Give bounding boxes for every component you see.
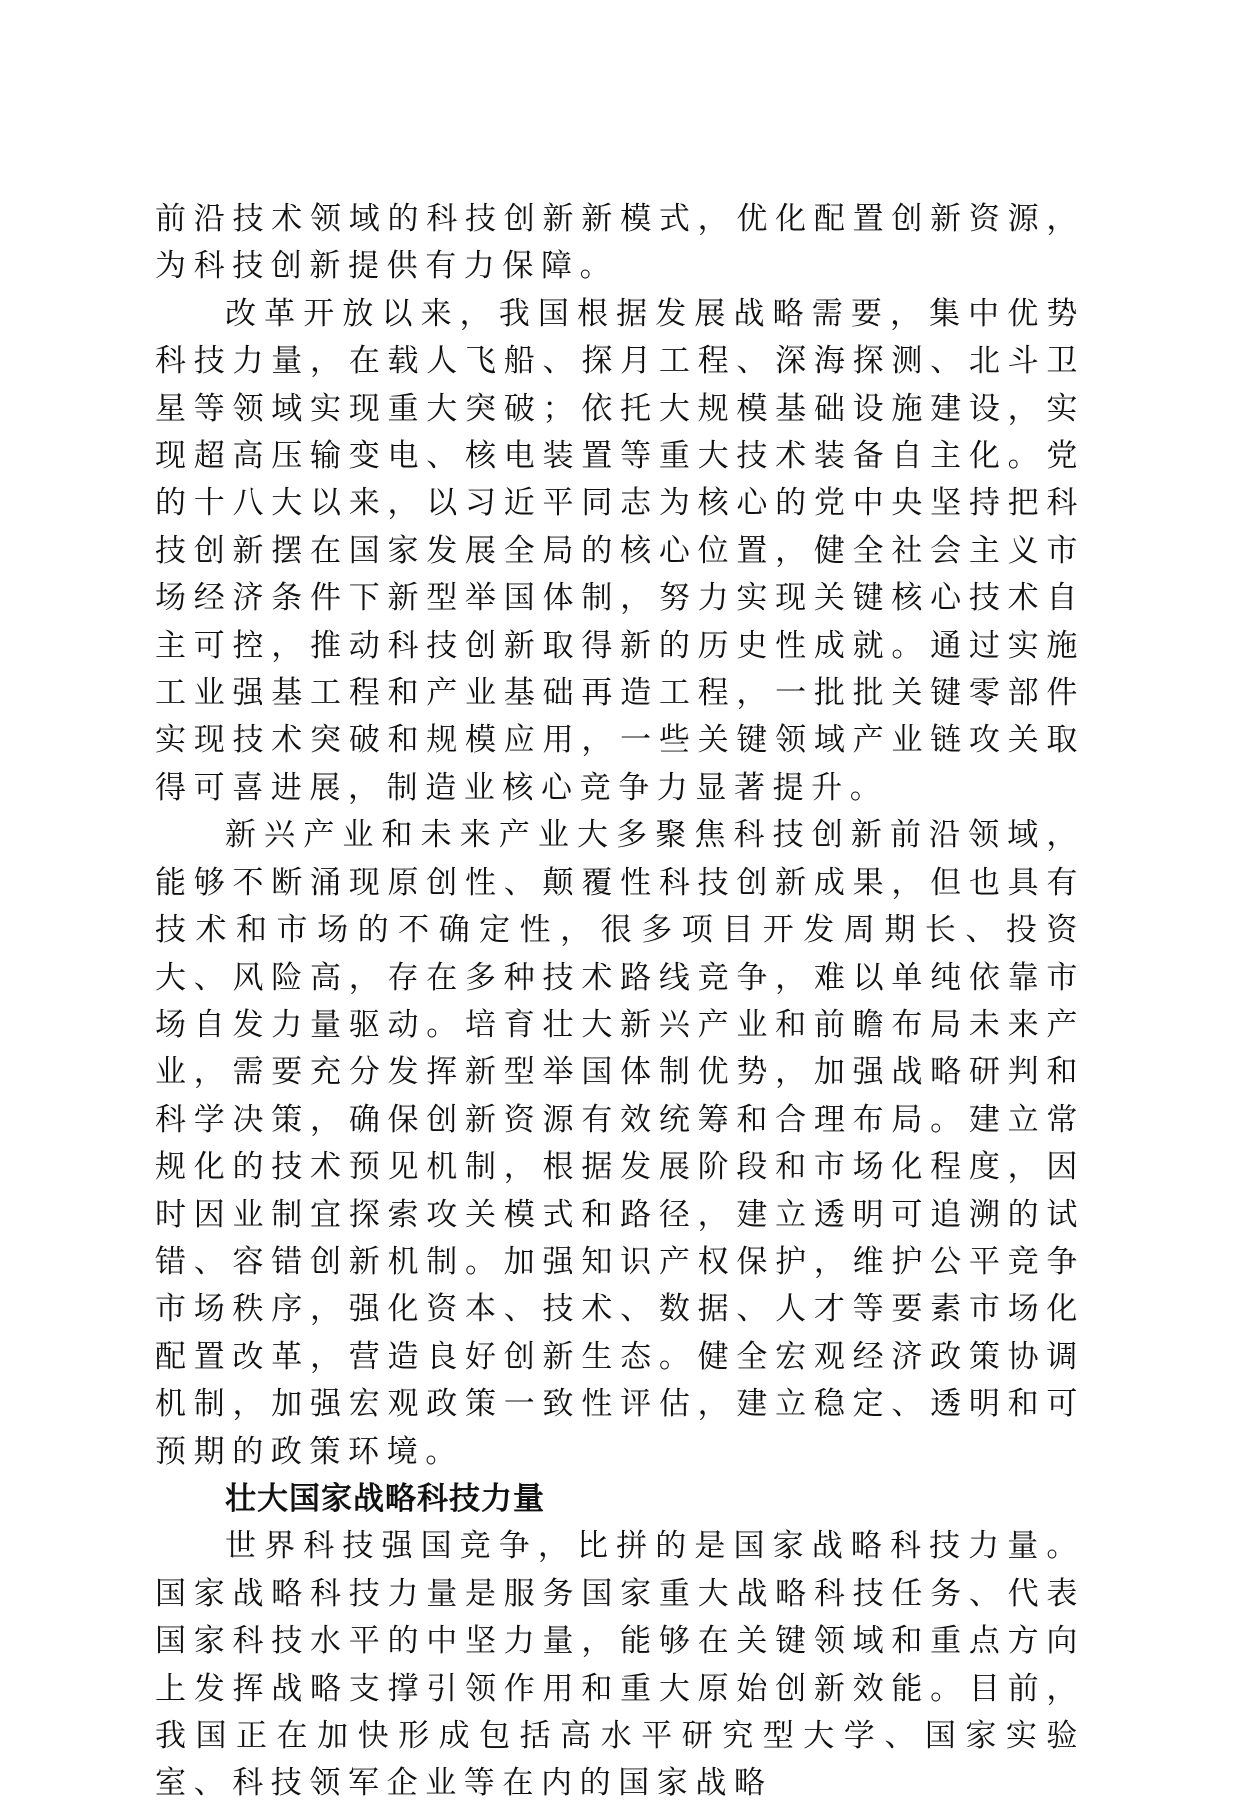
paragraph-emerging-industries: 新兴产业和未来产业大多聚焦科技创新前沿领域，能够不断涌现原创性、颠覆性科技创新成果，但也具有技术和市场的不确定性，很多项目开发周期长、投资大、风险高，存在多种技术路线竞争，难以单纯依靠市场自发力量驱动。培育壮大新兴产业和前瞻布局未来产业，需要充分发挥新型举国体制优势，加强战略研判和科学决策，确保创新资源有效统筹和合理布局。建立常规化的技术预见机制，根据发展阶段和市场化程度，因时因业制宜探索攻关模式和路径，建立透明可追溯的试错、容错创新机制。加强知识产权保护，维护公平竞争市场秩序，强化资本、技术、数据、人才等要素市场化配置改革，营造良好创新生态。健全宏观经济政策协调机制，加强宏观政策一致性评估，建立稳定、透明和可预期的政策环境。 bbox=[155, 817, 1085, 1470]
paragraph-strategic-forces: 世界科技强国竞争，比拼的是国家战略科技力量。国家战略科技力量是服务国家重大战略科技任务、代表国家科技水平的中坚力量，能够在关键领域和重点方向上发挥战略支撑引领作用和重大原始创新效能。目前，我国正在加快形成包括高水平研究型大学、国家实验室、科技领军企业等在内的国家战略 bbox=[155, 1528, 1085, 1802]
document-page bbox=[155, 196, 1085, 1808]
section-heading: 壮大国家战略科技力量 bbox=[225, 1480, 545, 1517]
paragraph-reform-opening: 改革开放以来，我国根据发展战略需要，集中优势科技力量，在载人飞船、探月工程、深海探测、北斗卫星等领域实现重大突破；依托大规模基础设施建设，实现超高压输变电、核电装置等重大技术装备自主化。党的十八大以来，以习近平同志为核心的党中央坚持把科技创新摆在国家发展全局的核心位置，健全社会主义市场经济条件下新型举国体制，努力实现关键核心技术自主可控，推动科技创新取得新的历史性成就。通过实施工业强基工程和产业基础再造工程，一批批关键零部件实现技术突破和规模应用，一些关键领域产业链攻关取得可喜进展，制造业核心竞争力显著提升。 bbox=[155, 295, 1085, 806]
paragraph-continuation: 前沿技术领域的科技创新新模式，优化配置创新资源，为科技创新提供有力保障。 bbox=[155, 201, 1085, 285]
